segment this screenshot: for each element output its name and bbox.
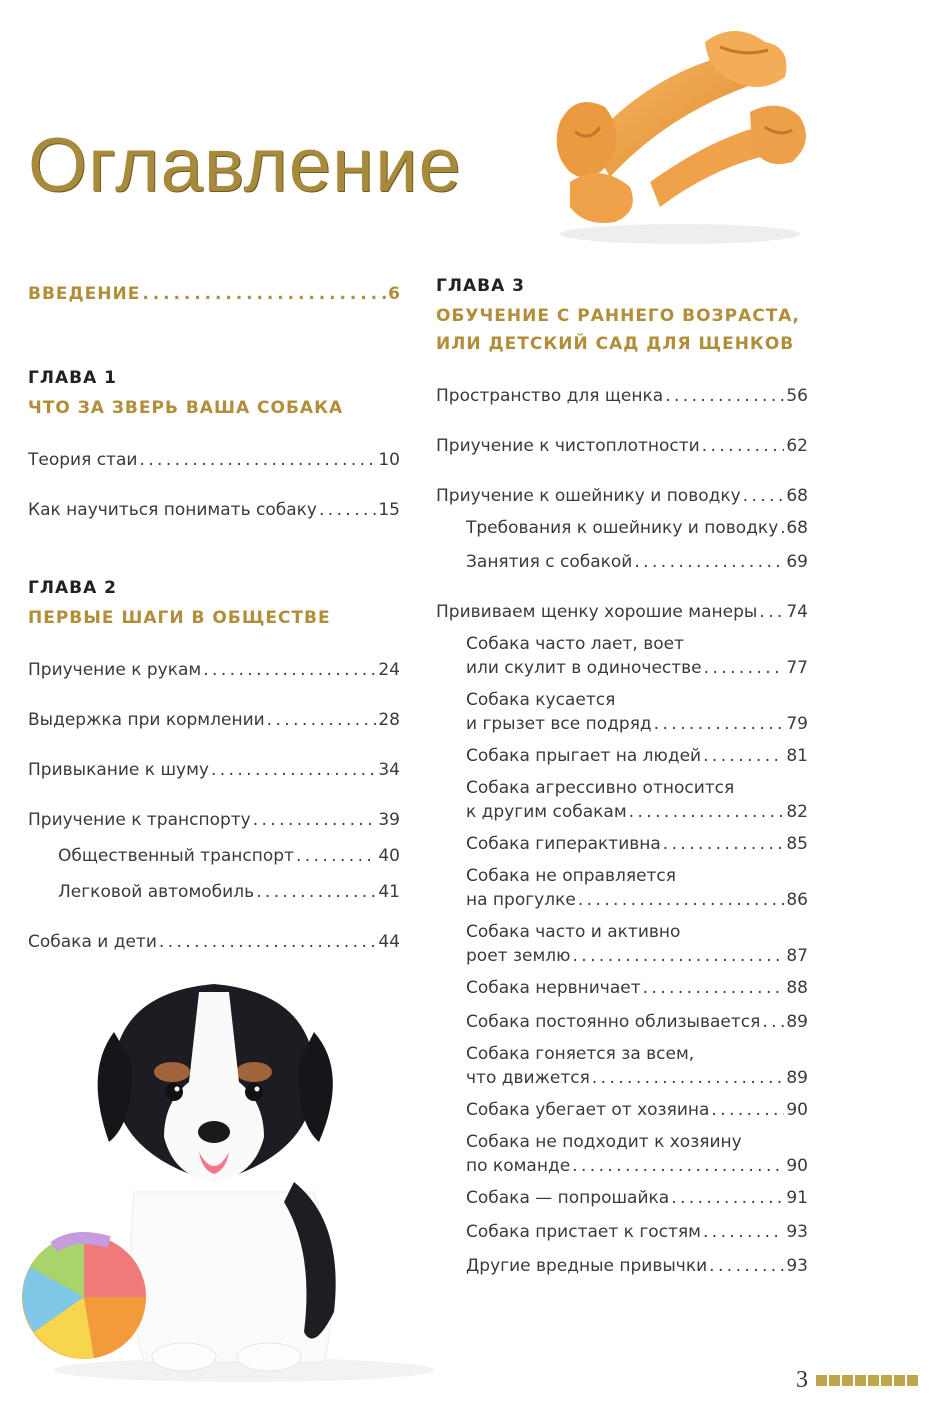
toc-subentry[interactable] [436,776,808,824]
entry-title: Выдержка при кормлении [28,710,265,730]
entry-page: 34 [378,760,400,780]
entry-title: Приучение к рукам [28,660,202,680]
entry-title: Собака прыгает на людей [466,746,702,766]
toc-subentry[interactable] [436,920,808,968]
toc-subentry[interactable] [436,864,808,912]
chapter-3-title [436,302,808,358]
entry-title: Собака нервничает [466,978,641,998]
toc-subentry[interactable] [436,1186,808,1210]
toc-subentry[interactable] [436,1098,808,1122]
toc-left-column [28,276,400,954]
decorative-square [855,1375,866,1386]
chapter-2-label: ГЛАВА 2 [28,578,117,598]
toc-entry[interactable] [28,658,400,682]
entry-page: 74 [786,602,808,622]
decorative-square [881,1375,892,1386]
entry-title-line1: Собака часто и активно [466,922,681,942]
entry-title: и грызет все подряд [466,714,652,734]
toc-subentry[interactable] [436,1042,808,1090]
chapter-1 [28,368,400,522]
entry-page: 93 [786,1256,808,1276]
entry-page: 44 [378,932,400,952]
toc-entry[interactable] [436,384,808,408]
entry-title: Занятия с собакой [466,552,633,572]
page-number-footer [796,1367,918,1394]
toc-entry[interactable] [436,484,808,508]
chapter-1-title: ЧТО ЗА ЗВЕРЬ ВАША СОБАКА [28,398,344,418]
entry-title-line1: Собака часто лает, воет [466,634,685,654]
decorative-square [816,1375,827,1386]
intro-title: ВВЕДЕНИЕ [28,284,141,304]
decorative-square [868,1375,879,1386]
page-title: Оглавление [28,123,462,208]
toc-entry[interactable] [436,600,808,624]
toc-subentry[interactable] [436,832,808,856]
entry-title: Легковой автомобиль [58,882,255,902]
entry-page: 86 [786,890,808,910]
entry-page: 90 [786,1156,808,1176]
entry-page: 69 [786,552,808,572]
toc-subentry[interactable] [436,976,808,1000]
entry-title: или скулит в одиночестве [466,658,702,678]
entry-title-line1: Собака не подходит к хозяину [466,1132,742,1152]
toc-subentry[interactable] [436,1010,808,1034]
entry-title: что движется [466,1068,590,1088]
entry-page: 68 [786,486,808,506]
toc-entry[interactable] [28,498,400,522]
entry-page: 62 [786,436,808,456]
toc-subentry[interactable] [436,516,808,540]
toc-subentry[interactable] [436,744,808,768]
toc-subentry[interactable] [436,1130,808,1178]
entry-page: 10 [378,450,400,470]
chapter-3-title-line2: ИЛИ ДЕТСКИЙ САД ДЛЯ ЩЕНКОВ [436,334,795,354]
toc-subentry[interactable] [436,688,808,736]
entry-title: к другим собакам [466,802,627,822]
entry-title: Собака убегает от хозяина [466,1100,710,1120]
toc-subentry[interactable] [28,844,400,868]
entry-title: Требования к ошейнику и поводку [466,518,779,538]
toc-entry[interactable] [28,808,400,832]
toc-subentry[interactable] [436,1220,808,1244]
toc-subentry[interactable] [436,632,808,680]
entry-title: по команде [466,1156,571,1176]
entry-title: Привыкание к шуму [28,760,209,780]
entry-title: Собака пристает к гостям [466,1222,701,1242]
chapter-3-label: ГЛАВА 3 [436,276,525,296]
entry-page: 85 [786,834,808,854]
decorative-square [894,1375,905,1386]
chapter-3-title-line1: ОБУЧЕНИЕ С РАННЕГО ВОЗРАСТА, [436,306,800,326]
intro-page: 6 [388,284,400,304]
entry-page: 56 [786,386,808,406]
toc-entry[interactable] [28,448,400,472]
entry-page: 91 [786,1188,808,1208]
chew-bone-image [530,12,830,252]
entry-title: Как научиться понимать собаку [28,500,317,520]
entry-title: Собака гиперактивна [466,834,661,854]
page-number: 3 [796,1367,808,1393]
decorative-square [829,1375,840,1386]
decorative-square [842,1375,853,1386]
entry-title: Теория стаи [28,450,138,470]
toc-entry[interactable] [28,758,400,782]
entry-page: 89 [786,1068,808,1088]
entry-page: 90 [786,1100,808,1120]
entry-page: 39 [378,810,400,830]
entry-title-line1: Собака агрессивно относится [466,778,735,798]
entry-title-line1: Собака не оправляется [466,866,677,886]
decorative-square [907,1375,918,1386]
entry-title: Приучение к чистоплотности [436,436,700,456]
toc-entry[interactable] [28,930,400,954]
entry-page: 15 [378,500,400,520]
toc-subentry[interactable] [28,880,400,904]
entry-title-line1: Собака гоняется за всем, [466,1044,695,1064]
toc-subentry[interactable] [436,550,808,574]
toc-entry[interactable] [28,708,400,732]
entry-page: 82 [786,802,808,822]
chapter-2 [28,578,400,954]
toc-right-column [436,276,808,1278]
entry-title: Приучение к ошейнику и поводку [436,486,741,506]
chapter-2-title: ПЕРВЫЕ ШАГИ В ОБЩЕСТВЕ [28,608,331,628]
entry-title: Пространство для щенка [436,386,664,406]
toc-intro[interactable] [28,282,400,306]
puppy-with-ball-image [14,952,434,1392]
entry-title: Собака постоянно облизывается [466,1012,761,1032]
entry-page: 77 [786,658,808,678]
entry-page: 81 [786,746,808,766]
entry-page: 24 [378,660,400,680]
chapter-1-label: ГЛАВА 1 [28,368,117,388]
entry-page: 68 [786,518,808,538]
entry-page: 79 [786,714,808,734]
entry-page: 41 [378,882,400,902]
entry-title: Собака и дети [28,932,157,952]
entry-title: Прививаем щенку хорошие манеры [436,602,758,622]
entry-page: 28 [378,710,400,730]
toc-entry[interactable] [436,434,808,458]
entry-page: 88 [786,978,808,998]
entry-title-line1: Собака кусается [466,690,616,710]
entry-page: 93 [786,1222,808,1242]
toc-subentry[interactable] [436,1254,808,1278]
entry-page: 40 [378,846,400,866]
entry-title: Общественный транспорт [58,846,294,866]
entry-title: Другие вредные привычки [466,1256,708,1276]
entry-page: 89 [786,1012,808,1032]
entry-title: роет землю [466,946,571,966]
entry-page: 87 [786,946,808,966]
entry-title: на прогулке [466,890,576,910]
entry-title: Собака — попрошайка [466,1188,670,1208]
entry-title: Приучение к транспорту [28,810,251,830]
